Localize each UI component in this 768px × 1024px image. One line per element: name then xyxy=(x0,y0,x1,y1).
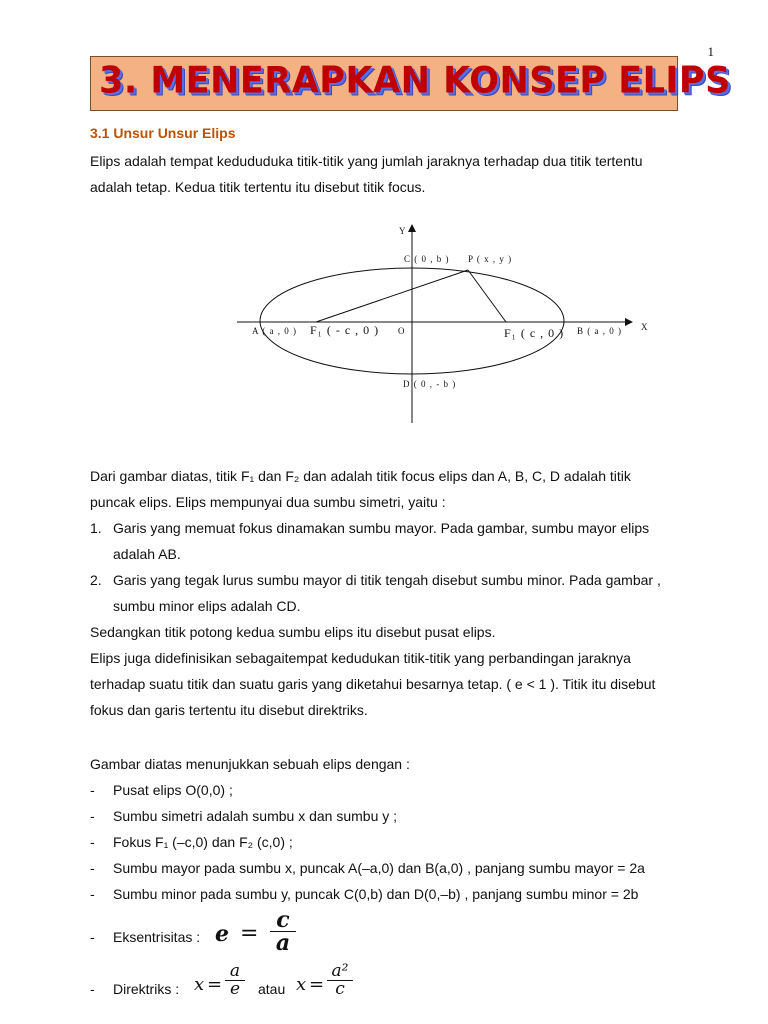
fraction-denominator: e xyxy=(229,979,241,999)
focus-left-to-p-line xyxy=(316,270,468,322)
list-number: 2. xyxy=(90,572,102,588)
summary-item xyxy=(90,803,714,829)
x-axis-label: X xyxy=(641,322,649,332)
summary-item-text: Sumbu minor pada sumbu y, puncak C(0,b) dan D(0,–b) , panjang sumbu minor = 2b xyxy=(113,886,639,902)
page-title: 3. MENERAPKAN KONSEP ELIPS xyxy=(99,60,731,102)
focus-right-label: F₁ ( c , 0 ) xyxy=(504,326,565,340)
summary-item-text: Fokus F₁ (–c,0) dan F₂ (c,0) ; xyxy=(113,834,293,850)
dash-marker: - xyxy=(90,808,95,824)
ellipse-diagram xyxy=(232,220,664,430)
paragraph-line: fokus dan garis tertentu itu disebut direktriks. xyxy=(90,702,368,718)
eccentricity-formula xyxy=(215,909,305,959)
list-item-line: sumbu minor elips adalah CD. xyxy=(113,598,301,614)
paragraph-line: Elips adalah tempat kedududuka titik-titik yang jumlah jaraknya terhadap dua titik tertentu xyxy=(90,153,643,169)
equals-sign: = xyxy=(309,974,325,995)
intro-paragraph xyxy=(90,148,714,200)
directrix-connector: atau xyxy=(258,981,286,997)
dash-marker: - xyxy=(90,834,95,850)
summary-section xyxy=(90,751,714,907)
list-item-line: Garis yang memuat fokus dinamakan sumbu mayor. Pada gambar, sumbu mayor elips xyxy=(113,520,650,536)
summary-item xyxy=(90,777,714,803)
paragraph-line: Dari gambar diatas, titik F₁ dan F₂ dan adalah titik focus elips dan A, B, C, D adalah titik xyxy=(90,468,631,484)
eccentricity-variable: e xyxy=(215,921,229,947)
point-p-label: P ( x , y ) xyxy=(468,254,513,264)
directrix-variable: x xyxy=(194,974,205,995)
section-heading: 3.1 Unsur Unsur Elips xyxy=(90,125,236,141)
origin-label: O xyxy=(398,326,406,336)
eccentricity-label: Eksentrisitas : xyxy=(113,929,201,945)
directrix-variable-alt: x xyxy=(296,974,307,995)
point-a-label: A ( a , 0 ) xyxy=(252,326,297,336)
fraction-denominator: a xyxy=(275,930,291,956)
equals-sign: = xyxy=(240,921,259,946)
dash-marker: - xyxy=(90,929,95,945)
summary-item-text: Sumbu simetri adalah sumbu x dan sumbu y ; xyxy=(113,808,398,824)
summary-item-text: Sumbu mayor pada sumbu x, puncak A(–a,0) dan B(a,0) , panjang sumbu mayor = 2a xyxy=(113,860,645,876)
directrix-label: Direktriks : xyxy=(113,981,180,997)
point-b-label: B ( a , 0 ) xyxy=(577,326,622,336)
list-number: 1. xyxy=(90,520,102,536)
title-banner xyxy=(90,56,731,111)
summary-item xyxy=(90,855,714,881)
equals-sign: = xyxy=(207,974,223,995)
list-item-major-axis xyxy=(90,515,714,567)
paragraph-line: adalah tetap. Kedua titik tertentu itu disebut titik focus. xyxy=(90,179,426,195)
fraction-numerator: a² xyxy=(331,961,349,981)
directrix-fraction-alt xyxy=(327,963,353,998)
paragraph-line: Sedangkan titik potong kedua sumbu elips itu disebut pusat elips. xyxy=(90,624,496,640)
list-item-line: adalah AB. xyxy=(113,546,181,562)
summary-item xyxy=(90,881,714,907)
dash-marker: - xyxy=(90,886,95,902)
point-c-label: C ( 0 , b ) xyxy=(404,254,450,264)
dash-marker: - xyxy=(90,860,95,876)
paragraph-line: puncak elips. Elips mempunyai dua sumbu simetri, yaitu : xyxy=(90,494,446,510)
list-item-line: Garis yang tegak lurus sumbu mayor di titik tengah disebut sumbu minor. Pada gambar , xyxy=(113,572,661,588)
fraction-numerator: c xyxy=(276,907,290,933)
eccentricity-fraction xyxy=(270,909,296,954)
list-item-minor-axis xyxy=(90,567,714,619)
directrix-formula xyxy=(194,963,444,1005)
fraction-denominator: c xyxy=(335,979,345,999)
directrix-fraction xyxy=(225,963,245,998)
page-number: 1 xyxy=(707,44,714,59)
summary-item xyxy=(90,829,714,855)
explanation-section xyxy=(90,463,714,723)
summary-intro: Gambar diatas menunjukkan sebuah elips dengan : xyxy=(90,756,410,772)
paragraph-line: Elips juga didefinisikan sebagaitempat kedudukan titik-titik yang perbandingan jaraknya xyxy=(90,650,631,666)
fraction-numerator: a xyxy=(229,961,241,981)
point-d-label: D ( 0 , - b ) xyxy=(403,379,457,389)
dash-marker: - xyxy=(90,782,95,798)
y-axis-label: Y xyxy=(399,226,407,236)
ellipse-diagram-svg xyxy=(232,220,664,430)
summary-item-text: Pusat elips O(0,0) ; xyxy=(113,782,233,798)
dash-marker: - xyxy=(90,981,95,997)
focus-left-label: F₁ ( - c , 0 ) xyxy=(310,323,380,337)
paragraph-line: terhadap suatu titik dan suatu garis yang diketahui besarnya tetap. ( e < 1 ). Titik itu disebut xyxy=(90,676,656,692)
